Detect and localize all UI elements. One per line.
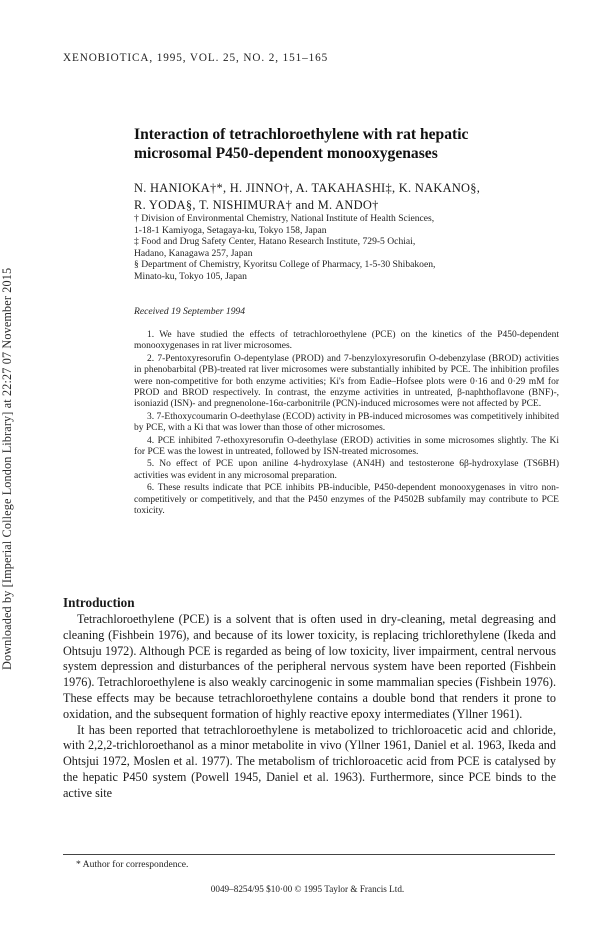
affiliations bbox=[134, 213, 574, 283]
body-paragraph: It has been reported that tetrachloroethylene is metabolized to trichloroacetic acid and chloride, with 2,2,2-trichloroethanol as a minor metabolite in vivo (Yllner 1961, Daniel et al. 1963, Ikeda and Ohtsjui 1972, Moslen et al. 1977). The metabolism of trichloroacetic acid from PCE is catalysed by the hepatic P450 system (Powell 1945, Daniel et al. 1963). Furthermore, since PCE binds to the active site bbox=[63, 722, 556, 800]
affiliation-line: § Department of Chemistry, Kyoritsu College of Pharmacy, 1-5-30 Shibakoen, bbox=[134, 259, 436, 271]
body-paragraph: Tetrachloroethylene (PCE) is a solvent that is often used in dry-cleaning, metal degreasing and cleaning (Fishbein 1976), and because of its lower toxicity, is replacing trichlorethylene (Ikeda and Ohtsuju 1972). Although PCE is regarded as being of low toxicity, liver impairment, central nervous system depression and disturbances of the peripheral nervous system have been reported (Fishbein 1976). Tetrachloroethylene is also weakly carcinogenic in some mammalian species (Fishbein 1976). These effects may be because tetrachloroethylene contains a double bond that renders it prone to oxidation, and the subsequent formation of highly reactive epoxy intermediates (Yllner 1961). bbox=[63, 612, 556, 721]
affiliation-line: Hadano, Kanagawa 257, Japan bbox=[134, 247, 253, 259]
title-line-2: microsomal P450-dependent monooxygenases bbox=[134, 145, 438, 162]
footnote-divider bbox=[63, 854, 555, 855]
abstract-point: 2. 7-Pentoxyresorufin O-depentylase (PROD) and 7-benzyloxyresorufin O-debenzylase (BROD) activities in phenobarbital (PB)-treated rat liver microsomes were substantially inhibited by PCE. The inhibition profiles were non-competitive for both enzyme activities; Ki's from Eadie–Hofsee plots were 0·16 and 0·29 mM for PROD and BROD respectively. In contrast, the enzyme activities in untreated, β-naphthoflavone (BNF)-, isoniazid (ISN)- and pregnenolone-16α-carbonitrile (PCN)-induced microsomes were not affected by PCE. bbox=[134, 353, 559, 410]
footnote: * Author for correspondence. bbox=[76, 859, 189, 870]
affiliation-line: Minato-ku, Tokyo 105, Japan bbox=[134, 270, 247, 282]
title-line-1: Interaction of tetrachloroethylene with rat hepatic bbox=[134, 126, 469, 143]
download-watermark: Downloaded by [Imperial College London Library] at 22:27 07 November 2015 bbox=[0, 267, 14, 670]
received-date: Received 19 September 1994 bbox=[134, 306, 246, 317]
affiliation-line: † Division of Environmental Chemistry, National Institute of Health Sciences, bbox=[134, 213, 435, 224]
section-heading: Introduction bbox=[63, 595, 135, 610]
abstract bbox=[134, 330, 559, 519]
running-head: XENOBIOTICA, 1995, VOL. 25, NO. 2, 151–165 bbox=[63, 52, 329, 64]
author-list bbox=[134, 180, 574, 214]
abstract-point: 6. These results indicate that PCE inhibits PB-inducible, P450-dependent monooxygenases in vitro non-competitively or competitively, and that the P450 enzymes of the P4502B subfamily may contribute to PCE toxicity. bbox=[134, 483, 559, 517]
article-title bbox=[134, 125, 564, 163]
introduction-body bbox=[63, 612, 556, 802]
abstract-point: 5. No effect of PCE upon aniline 4-hydroxylase (AN4H) and testosterone 6β-hydroxylase (TS6BH) activities was evident in any microsomal preparation. bbox=[134, 459, 559, 481]
copyright-line: 0049–8254/95 $10·00 © 1995 Taylor & Francis Ltd. bbox=[210, 884, 405, 894]
authors-line-2: R. YODA§, T. NISHIMURA† and M. ANDO† bbox=[134, 198, 379, 212]
abstract-point: 3. 7-Ethoxycoumarin O-deethylase (ECOD) activity in PB-induced microsomes was competitively inhibited by PCE, with a Ki that was lower than those of other microsomes. bbox=[134, 411, 559, 434]
abstract-point: 4. PCE inhibited 7-ethoxyresorufin O-deethylase (EROD) activities in some microsomes slightly. The Ki for PCE was the lowest in untreated, followed by ISN-treated microsomes. bbox=[134, 435, 559, 458]
affiliation-line: 1-18-1 Kamiyoga, Setagaya-ku, Tokyo 158, Japan bbox=[134, 224, 327, 236]
abstract-point: 1. We have studied the effects of tetrachloroethylene (PCE) on the kinetics of the P450-dependent monooxygenases in rat liver microsomes. bbox=[134, 330, 559, 352]
authors-line-1: N. HANIOKA†*, H. JINNO†, A. TAKAHASHI‡, K. NAKANO§, bbox=[134, 181, 481, 195]
affiliation-line: ‡ Food and Drug Safety Center, Hatano Research Institute, 729-5 Ochiai, bbox=[134, 236, 416, 248]
